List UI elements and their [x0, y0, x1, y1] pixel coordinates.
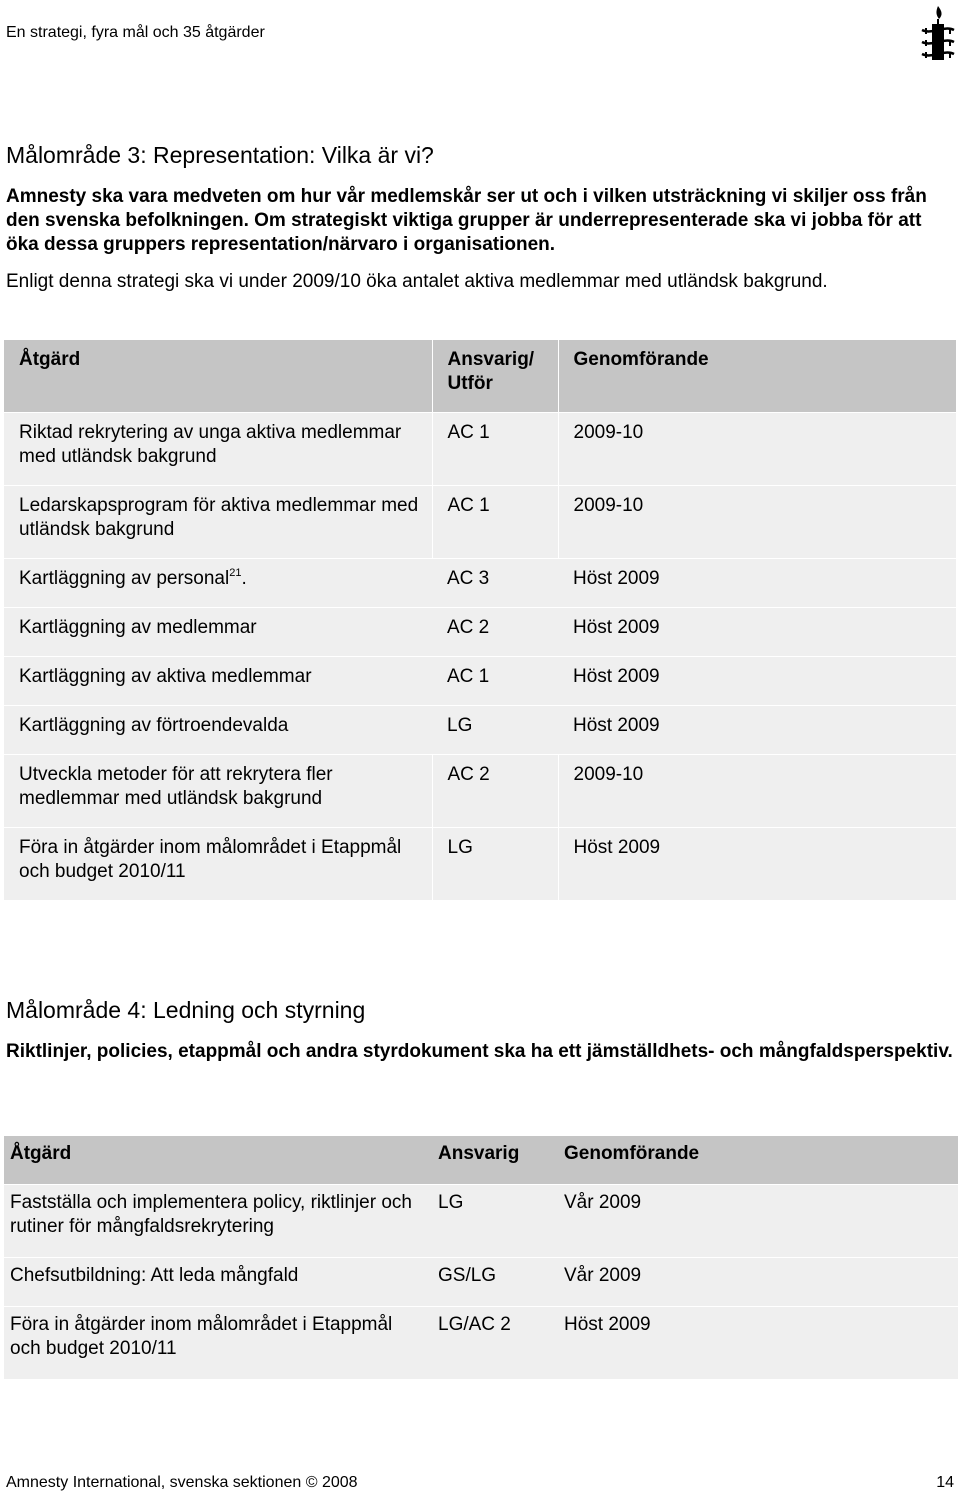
- section-3-table: [4, 340, 956, 900]
- cell-implementation: 2009-10: [558, 486, 956, 559]
- section-4-lead: Riktlinjer, policies, etappmål och andra styrdokument ska ha ett jämställdhets- och mångfaldsperspektiv.: [6, 1041, 953, 1062]
- table-row: [4, 1307, 958, 1380]
- cell-responsible: AC 1: [432, 486, 558, 559]
- cell-action: Chefsutbildning: Att leda mångfald: [4, 1258, 432, 1307]
- table-row: [4, 1258, 958, 1307]
- cell-responsible: LG: [432, 1185, 558, 1258]
- table-header-row: [4, 1136, 958, 1185]
- cell-implementation: Höst 2009: [558, 559, 956, 608]
- cell-responsible: AC 2: [432, 755, 558, 828]
- cell-responsible: LG/AC 2: [432, 1307, 558, 1380]
- table-row: [4, 1185, 958, 1258]
- table-row: [4, 828, 956, 901]
- section-3-lead: Amnesty ska vara medveten om hur vår medlemskår ser ut och i vilken utsträckning vi skiljer oss från den svenska befolkningen. Om strategiskt viktiga grupper är underrepresenterade ska vi jobba för att öka dessa gruppers representation/närvaro i organisationen.: [6, 186, 927, 255]
- col-header-implementation: Genomförande: [558, 340, 956, 413]
- cell-responsible: LG: [432, 706, 558, 755]
- cell-responsible: LG: [432, 828, 558, 901]
- cell-action: Föra in åtgärder inom målområdet i Etappmål och budget 2010/11: [4, 1307, 432, 1380]
- cell-implementation: Höst 2009: [558, 608, 956, 657]
- cell-implementation: Vår 2009: [558, 1185, 958, 1258]
- cell-action-suffix: .: [241, 568, 247, 589]
- cell-action: Kartläggning av förtroendevalda: [4, 706, 432, 755]
- cell-action: Riktad rekrytering av unga aktiva medlemmar med utländsk bakgrund: [4, 413, 432, 486]
- cell-action-text: Kartläggning av personal: [19, 568, 230, 589]
- cell-action: Ledarskapsprogram för aktiva medlemmar med utländsk bakgrund: [4, 486, 432, 559]
- cell-implementation: Höst 2009: [558, 828, 956, 901]
- cell-responsible: GS/LG: [432, 1258, 558, 1307]
- col-header-action: Åtgärd: [4, 1136, 432, 1185]
- table-row: [4, 486, 956, 559]
- cell-implementation: Höst 2009: [558, 657, 956, 706]
- table-row: [4, 608, 956, 657]
- col-header-responsible: Ansvarig/ Utför: [432, 340, 558, 413]
- section-4-heading: Målområde 4: Ledning och styrning: [6, 997, 366, 1023]
- cell-implementation: Höst 2009: [558, 706, 956, 755]
- cell-responsible: AC 2: [432, 608, 558, 657]
- section-3-body: Enligt denna strategi ska vi under 2009/10 öka antalet aktiva medlemmar med utländsk bakgrund.: [6, 271, 828, 292]
- cell-implementation: 2009-10: [558, 755, 956, 828]
- cell-responsible: AC 1: [432, 413, 558, 486]
- table-row: [4, 657, 956, 706]
- section-4-table: [4, 1136, 958, 1379]
- cell-action: Föra in åtgärder inom målområdet i Etappmål och budget 2010/11: [4, 828, 432, 901]
- cell-action: Kartläggning av aktiva medlemmar: [4, 657, 432, 706]
- col-header-implementation: Genomförande: [558, 1136, 958, 1185]
- cell-responsible: AC 1: [432, 657, 558, 706]
- table-row: [4, 559, 956, 608]
- cell-implementation: 2009-10: [558, 413, 956, 486]
- cell-implementation: Vår 2009: [558, 1258, 958, 1307]
- table-row: [4, 413, 956, 486]
- col-header-responsible: Ansvarig: [432, 1136, 558, 1185]
- table-header-row: [4, 340, 956, 413]
- cell-action: Fastställa och implementera policy, riktlinjer och rutiner för mångfaldsrekrytering: [4, 1185, 432, 1258]
- cell-action: [4, 559, 432, 608]
- page-number: 14: [936, 1474, 954, 1491]
- cell-responsible: AC 3: [432, 559, 558, 608]
- cell-implementation: Höst 2009: [558, 1307, 958, 1380]
- table-row: [4, 755, 956, 828]
- cell-action: Kartläggning av medlemmar: [4, 608, 432, 657]
- col-header-action: Åtgärd: [4, 340, 432, 413]
- cell-action: Utveckla metoder för att rekrytera fler medlemmar med utländsk bakgrund: [4, 755, 432, 828]
- section-3-heading: Målområde 3: Representation: Vilka är vi?: [6, 142, 434, 168]
- candle-barbed-wire-icon: [918, 2, 958, 64]
- footer-publisher: Amnesty International, svenska sektionen © 2008: [6, 1474, 358, 1491]
- table-row: [4, 706, 956, 755]
- running-title: En strategi, fyra mål och 35 åtgärder: [6, 24, 265, 41]
- footnote-ref[interactable]: 21: [229, 567, 242, 579]
